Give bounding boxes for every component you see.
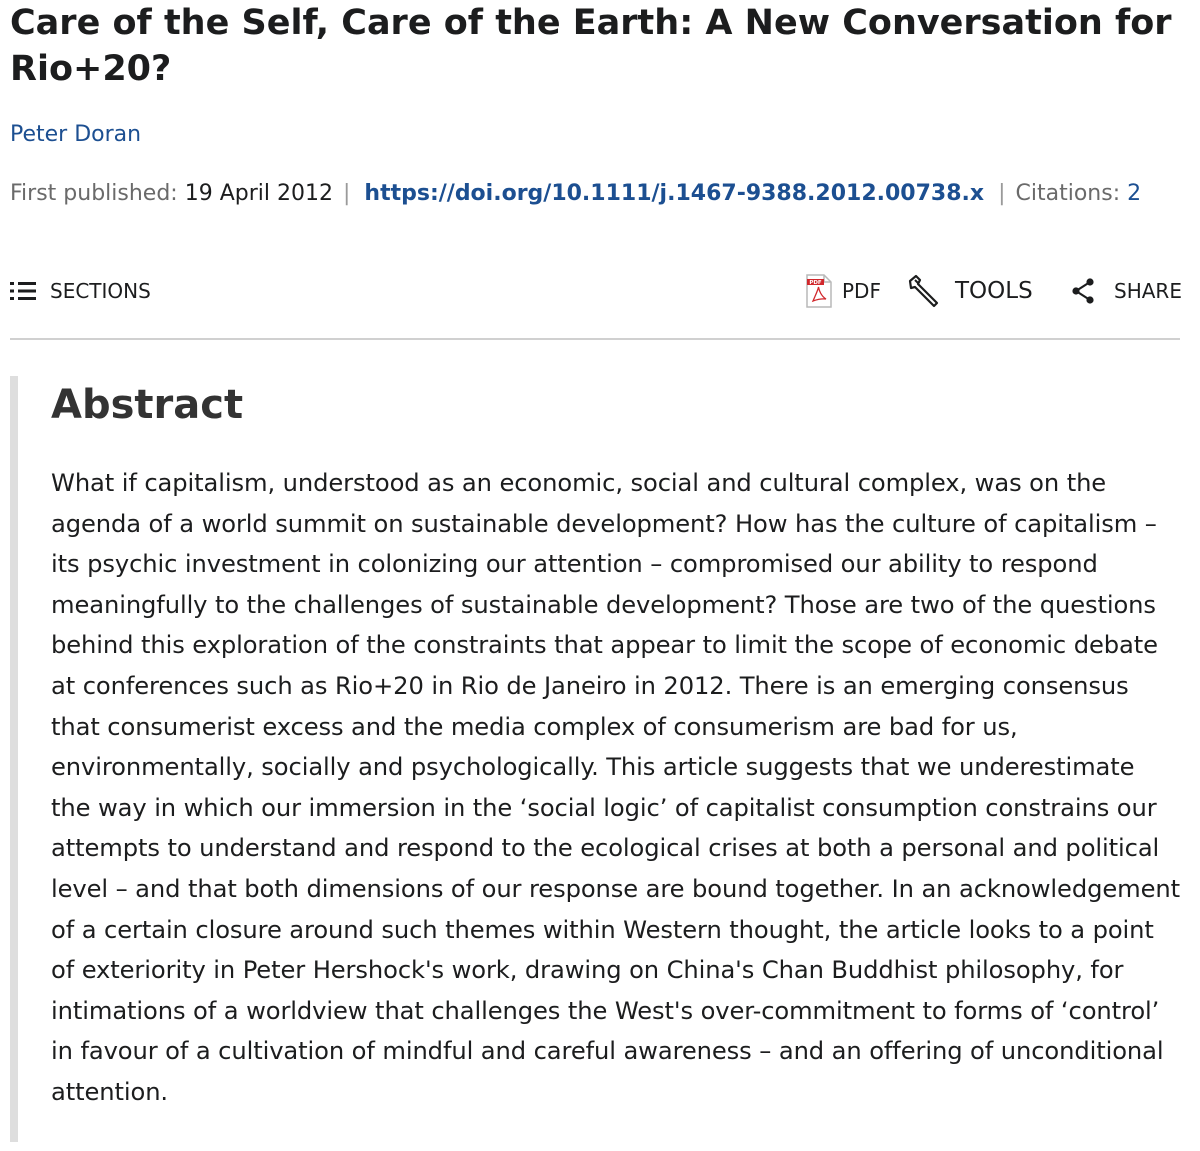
- citations-count-link[interactable]: 2: [1127, 181, 1142, 206]
- meta-separator: |: [998, 181, 1006, 206]
- sections-label: SECTIONS: [50, 279, 151, 303]
- article-toolbar: [10, 270, 1180, 312]
- abstract-accent-bar: [10, 376, 18, 1142]
- first-published-date: 19 April 2012: [184, 181, 333, 206]
- pdf-button[interactable]: [806, 270, 881, 312]
- tools-label: TOOLS: [955, 278, 1033, 304]
- pdf-icon-text: PDF: [809, 280, 822, 286]
- share-icon: [1070, 277, 1114, 305]
- abstract-text: What if capitalism, understood as an economic, social and cultural complex, was on the agenda of a world summit on sustainable development? How has the culture of capitalism – its psychic investment in colonizing our attention – compromised our ability to respond meaningfully to the challenges of sustainable development? Those are two of the questions behind this exploration of the constraints that appear to limit the scope of economic debate at conferences such as Rio+20 in Rio de Janeiro in 2012. There is an emerging consensus that consumerist excess and the media complex of consumerism are bad for us, environmentally, socially and psychologically. This article suggests that we underestimate the way in which our immersion in the ‘social logic’ of capitalist consumption constrains our attempts to understand and respond to the ecological crises at both a personal and political level – and that both dimensions of our response are bound together. In an acknowledgement of a certain closure around such themes within Western thought, the article looks to a point of exteriority in Peter Hershock's work, drawing on China's Chan Buddhist philosophy, for intimations of a worldview that challenges the West's over-commitment to forms of ‘control’ in favour of a cultivation of mindful and careful awareness – and an offering of unconditional attention.: [51, 469, 1180, 1106]
- citations-label: Citations:: [1015, 181, 1121, 206]
- sections-button[interactable]: [10, 270, 151, 312]
- pdf-label: PDF: [842, 279, 881, 303]
- list-icon: [10, 281, 50, 301]
- wrench-icon: [907, 274, 955, 308]
- article-title: Care of the Self, Care of the Earth: A New Conversation for Rio+20?: [10, 3, 1172, 89]
- publication-meta: [10, 179, 1141, 209]
- share-label: SHARE: [1114, 279, 1182, 303]
- abstract-heading: Abstract: [51, 382, 244, 428]
- doi-link[interactable]: https://doi.org/10.1111/j.1467-9388.2012.00738.x: [364, 181, 985, 206]
- tools-button[interactable]: [907, 270, 1033, 312]
- meta-separator: |: [342, 181, 351, 206]
- share-button[interactable]: [1070, 270, 1182, 312]
- first-published-label: First published:: [10, 181, 178, 206]
- author-link[interactable]: Peter Doran: [10, 122, 142, 147]
- pdf-file-icon: [806, 274, 842, 308]
- toolbar-divider: [10, 338, 1180, 340]
